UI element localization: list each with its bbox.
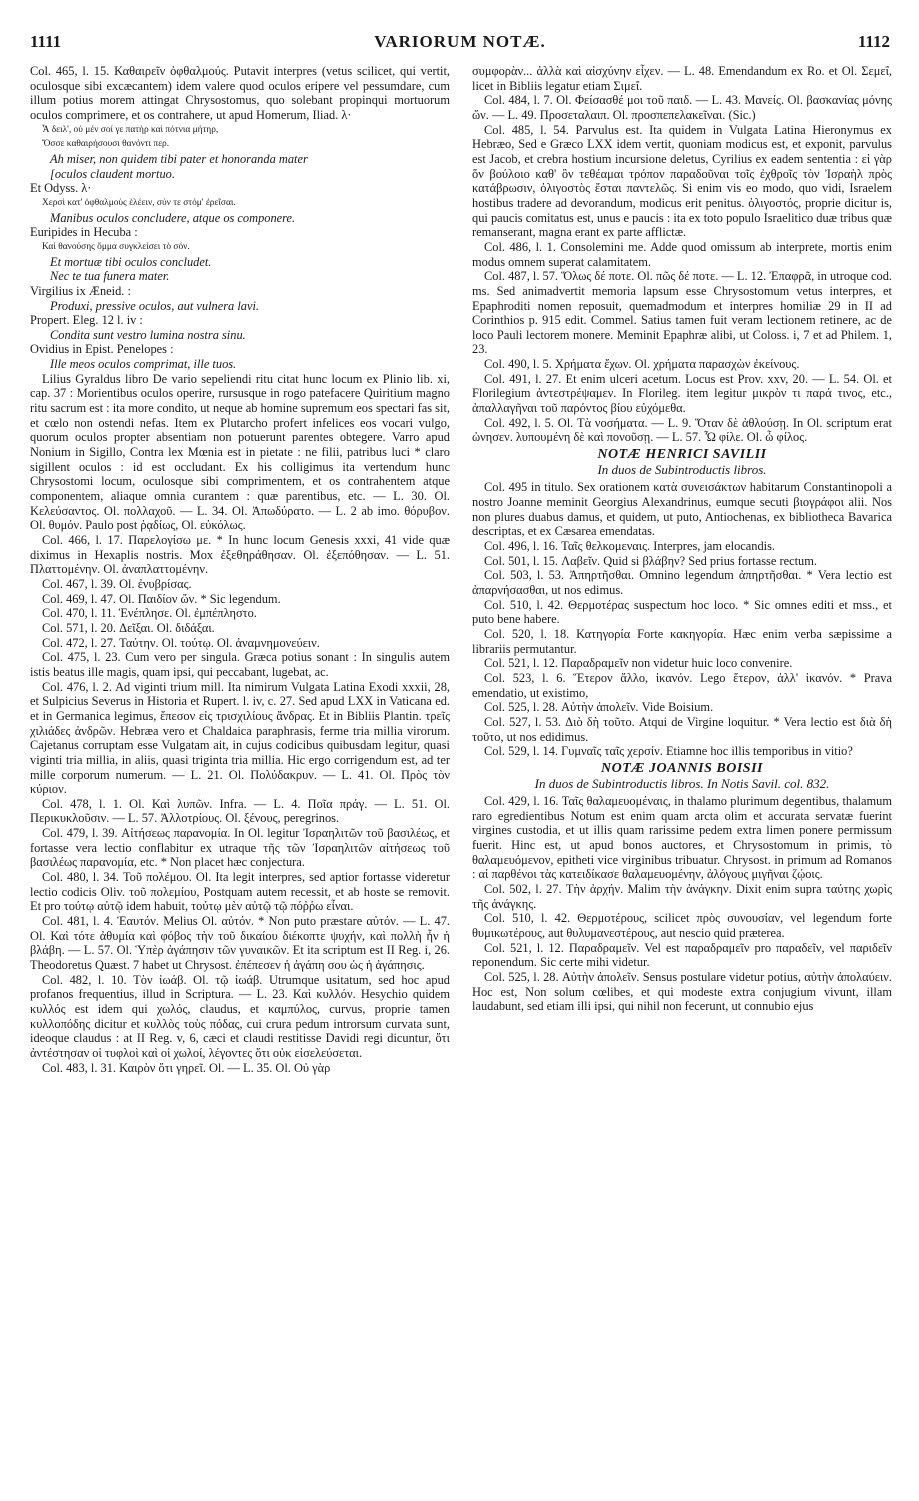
note-paragraph: συμφορὰν... ἀλλὰ καὶ αἰσχύνην εἶχεν. — L. 48. Emendandum ex Ro. et Ol. Σεμεΐ, licet in Bibliis legatur etiam Σιμεΐ. xyxy=(472,64,892,93)
running-header xyxy=(30,32,890,54)
greek-quotation: Ὄσσε καθαιρήσουσι θανόντι περ. xyxy=(42,139,170,150)
section-heading: NOTÆ HENRICI SAVILII xyxy=(597,447,767,463)
note-paragraph: Col. 502, l. 27. Τὴν ἀρχήν. Malim τὴν ἀνάγκην. Dixit enim supra ταύτης χωρὶς τῆς ἀνάγκης. xyxy=(472,882,892,911)
note-paragraph: Col. 521, l. 12. Παραδραμεῖν non videtur huic loco convenire. xyxy=(484,656,793,671)
note-paragraph: Col. 481, l. 4. Ἑαυτόν. Melius Ol. αὐτόν. * Non puto præstare αὐτόν. — L. 47. Ol. Καὶ τότε ἀθυμία καὶ φόβος τὴν τοῦ δικαίου διέκοπτε ψυχήν, καὶ πολλὴ ἦν ἡ βλάβη. — L. 57. Ol. Ὑπὲρ ἀγάπησιν τῶν γυναικῶν. Et ita scriptum est II Reg. i, 26. Theodoretus Quæst. 7 habet ut Chrysost. ἐπέπεσεν ἡ ἀγάπη σου ὡς ἡ ἀγάπησις. xyxy=(30,914,450,973)
note-paragraph: Col. 484, l. 7. Ol. Φείσασθέ μοι τοῦ παιδ. — L. 43. Μανείς. Ol. βασκανίας μόνης ὤν. — L. 49. Προσεταλαιπ. Ol. προσπεπελακεῖναι. (Sic.) xyxy=(472,93,892,122)
note-paragraph: Col. 521, l. 12. Παραδραμεῖν. Vel est παραδραμεῖν pro παραδεῖν, vel παριδεῖν reponendum. Sic certe mihi videtur. xyxy=(472,940,892,970)
note-paragraph: Col. 479, l. 39. Αἰτήσεως παρανομία. In Ol. legitur Ἰσραηλιτῶν τοῦ βασιλέως, et fortasse vera lectio conflabitur ex utraque τῆς τῶν Ἰσραηλιτῶν αἰτήσεως τοῦ βασιλέως παρανομία, etc. * Non placet hæc conjectura. xyxy=(30,826,450,870)
note-paragraph: Col. 491, l. 27. Et enim ulceri acetum. Locus est Prov. xxv, 20. — L. 54. Ol. et Florilegium ἀντεστρέψαμεν. In Florileg. item legitur μικρὸν τι παρά τινος, etc., ἀπαλλαγῆναι τοῦ παρόντος βίου εὐχόμεθα. xyxy=(472,371,892,416)
note-paragraph: Col. 486, l. 1. Consolemini me. Adde quod omissum ab interprete, mortis enim modus omnem superat calamitatem. xyxy=(472,239,892,269)
greek-quotation: Χερσὶ κατ' ὀφθαλμοὺς ἑλέειν, σύν τε στόμ' ἐρεῖσαι. xyxy=(42,197,236,208)
left-column xyxy=(30,64,450,1494)
note-paragraph: Col. 469, l. 47. Ol. Παιδίον ὤν. * Sic legendum. xyxy=(42,591,281,606)
note-paragraph: Col. 503, l. 53. Ἀπηρτῆσθαι. Omnino legendum ἀπηρτῆσθαι. * Vera lectio est ἀπαρνήσασθαι, ut nos edimus. xyxy=(472,568,892,597)
note-paragraph: Col. 520, l. 18. Κατηγορία Forte κακηγορία. Hæc enim verba sæpissime a librariis permutantur. xyxy=(472,626,892,656)
note-paragraph: Col. 482, l. 10. Τὸν ἰωάβ. Ol. τῷ ἰωάβ. Utrumque usitatum, sed hoc apud profanos frequentius, illud in Scriptura. — L. 23. Καὶ κυλλόν. Hesychio quidem κυλλός est idem qui χωλός, claudus, et καμπύλος, curvus, proprie tamen κυλλοπόδης dicitur et κυλλὸς τοὺς πόδας, cui crura pedum introrsum curvata sunt, ideoque claudus : at II Reg. v, 6, cæci et claudi restitisse Davidi regi dicuntur, ὅτι ἀντέστησαν οἱ τυφλοὶ καὶ οἱ χωλοί, λέγοντες ὅτι οὐκ εἰσελεύσεται. xyxy=(30,972,450,1060)
note-paragraph: Col. 480, l. 34. Τοῦ πολέμου. Ol. Ita legit interpres, sed aptior fortasse videretur lectio codicis Oliv. τοῦ πολεμίου, Postquam autem recessit, et ab hoste se removit. Et pro τούτῳ αὐτῷ idem habuit, τούτῳ μὲν αὐτῷ τῷ πόῤῥω εἶναι. xyxy=(30,870,450,914)
latin-verse: Manibus oculos concludere, atque os componere. xyxy=(50,210,296,225)
note-paragraph: Col. 465, l. 15. Καθαιρεῖν ὀφθαλμούς. Putavit interpres (vetus scilicet, qui vertit, oculosque sibi excæcantem) idem valere quod oculos eripere vel pessumdare, cum illum potius morem attingat Chrysostomus, quo solebant propinqui mortuorum oculos comprimere, et os contrahere, ut apud Homerum, Iliad. λ· xyxy=(30,64,450,122)
note-paragraph: Euripides in Hecuba : xyxy=(30,225,138,240)
note-paragraph: Col. 492, l. 5. Ol. Τὰ νοσήματα. — L. 9. Ὅταν δὲ ἀθλούσῃ. In Ol. scriptum erat ὠνησεν. λυπουμένη δὲ καὶ πονοῦσῃ. — L. 57. Ὦ φίλε. Ol. ὦ φίλος. xyxy=(472,415,892,445)
note-paragraph: Col. 510, l. 42. Θερμοτέρους, scilicet πρὸς συνουσίαν, vel legendum forte θυμικωτέρους, aut θυλυμανεστέρους, aut nescio quid præterea. xyxy=(472,911,892,941)
latin-verse: Ille meos oculos comprimat, ille tuos. xyxy=(50,357,237,372)
note-paragraph: Col. 525, l. 28. Αὐτὴν ἀπολεῖν. Sensus postulare videtur potius, αὐτὴν ἀπολαύειν. Hoc est, Non solum cœlibes, et qui modeste extra conjugium vivunt, illam laudabunt, sed etiam illi ipsi, qui nihil non fecerunt, ut connubio ejus xyxy=(472,970,892,1014)
note-paragraph: Col. 501, l. 15. Λαβεῖν. Quid si βλάβην? Sed prius fortasse rectum. xyxy=(484,553,817,568)
note-paragraph: Col. 429, l. 16. Ταῖς θαλαμευομέναις, in thalamo plurimum degentibus, thalamum raro egredientibus Notum est enim quam arcta olim et accurata servatæ fuerint virgines custodia, et ut illis quam rarissime pedem extra limen ponere permissum fuerit. Hinc est, ut apud bonos auctores, et Chrysostomum in primis, τὸ θαλαμευόμενον, epitheti vice virginibus tribuatur. Chrysost. in primum ad Romanos : αἱ παρθένοι τὰς κατειδίκασε θαλαμευομένην, ἀλόγους μιγῆναι ζῴοις. xyxy=(472,794,892,882)
greek-quotation: Ἆ δειλ', οὐ μέν σοί γε πατὴρ καὶ πότνια μήτηρ, xyxy=(42,124,219,135)
section-subheading: In duos de Subintroductis libros. xyxy=(597,461,767,477)
note-paragraph: Col. 475, l. 23. Cum vero per singula. Græca potius sonant : In singulis autem istis beatus ille magis, quam ipsi, qui peccabant, lugebat, ac. xyxy=(30,650,450,679)
section-heading: NOTÆ JOANNIS BOISII xyxy=(601,760,763,776)
note-paragraph: Ovidius in Epist. Penelopes : xyxy=(30,342,174,357)
note-paragraph: Col. 470, l. 11. Ἐνέπλησε. Ol. ἐμπέπληστο. xyxy=(42,606,257,621)
note-paragraph: Virgilius ix Æneid. : xyxy=(30,283,131,298)
note-paragraph: Col. 476, l. 2. Ad viginti trium mill. Ita nimirum Vulgata Latina Exodi xxxii, 28, et Sulpicius Severus in Historia et Rupert. l. iv, c. 27. Sed apud LXX in Vaticana ed. et in Germanica legimus, ἔπεσον εἰς τρισχιλίους ἄνδρας. Et in Bibliis Plantin. τρεῖς χιλιάδες ἀνδρῶν. Hebræa vero et Chaldaica paraphrasis, ferme tria millia virorum. Cajetanus corruptam esse Vulgatam ait, in cujus codicibus quibusdam legitur, quasi viginti tria millia, in aliis, quasi triginta tria millia. Hic ergo corrigendum est, ad ter mille corporum numerum. — L. 21. Ol. Πολύδακρυν. — L. 41. Ol. Πρὸς τὸν κύριον. xyxy=(30,679,450,797)
note-paragraph: Lilius Gyraldus libro De vario sepeliendi ritu citat hunc locum ex Plinio lib. xi, cap. 37 : Morientibus oculos operire, rursusque in rogo patefacere Quiritium magno ritu sacrum est : ita more condito, ut neque ab homine supremum eos spectari fas sit, et cœlo non ostendi nefas. Item ex Plutarcho profert infelices eos vocari vulgo, quorum oculos propter absentiam non potuerunt parentes obtegere. Varro apud Nonium in Sigillo, Contra lex Mœnia est in pietate : ne filii, patribus luci * claro sigillent oculos : id est occludant. Ex his colligimus ita vertendum hunc Chrysostomi locum, oculosque sibi comprimentem, et os contrahentem atque componentem, aliaque omnia curantem : quæ parentibus, etc. — L. 30. Ol. Κελεύσαντος. Ol. πολλαχοῦ. — L. 34. Ol. Ἀπωδύρατο. — L. 2 ab imo. θόρυβον. Ol. θυμόν. Paulo post ῥᾳδίως, Ol. εὐκόλως. xyxy=(30,371,450,533)
note-paragraph: Col. 523, l. 6. Ἕτερον ἄλλο, ἱκανόν. Lego ἕτερον, ἀλλ' ἱκανόν. * Prava emendatio, ut existimo, xyxy=(472,670,892,700)
note-paragraph: Col. 487, l. 57. Ὅλως δέ ποτε. Ol. πῶς δέ ποτε. — L. 12. Ἐπαφρᾶ, in utroque cod. ms. Sed animadvertit memoria lapsum esse Chrysostomum vetus interpres, et Epaphroditi nomen reposuit, quemadmodum et interpres homiliæ 29 in II ad Corinthios p. 915 edit. Commel. Satius tamen fuit veram lectionem retinere, ac de loco Pauli lectorem monere. Meminit Epaphræ alibi, ut Coloss. i, 7 et ad Philem. 1, 23. xyxy=(472,269,892,357)
note-paragraph: Col. 525, l. 28. Αὐτὴν ἀπολεῖν. Vide Boisium. xyxy=(484,700,714,715)
note-paragraph: Col. 483, l. 31. Καιρὸν ὅτι γηρεῖ. Ol. — L. 35. Ol. Οὐ γὰρ xyxy=(42,1060,331,1075)
note-paragraph: Col. 467, l. 39. Ol. ἐνυβρίσας. xyxy=(42,576,192,591)
page-number-left: 1111 xyxy=(30,32,62,51)
note-paragraph: Col. 510, l. 42. Θερμοτέρας suspectum hoc loco. * Sic omnes editi et mss., et puto bene habere. xyxy=(472,597,892,627)
latin-verse: Nec te tua funera mater. xyxy=(50,269,170,284)
note-paragraph: Col. 571, l. 20. Δεῖξαι. Ol. διδάξαι. xyxy=(42,620,215,635)
latin-verse: Produxi, pressive oculos, aut vulnera lavi. xyxy=(50,298,259,313)
running-title: VARIORUM NOTÆ. xyxy=(374,32,546,51)
note-paragraph: Col. 529, l. 14. Γυμναῖς ταῖς χερσίν. Etiamne hoc illis temporibus in vitio? xyxy=(484,744,853,759)
note-paragraph: Col. 472, l. 27. Ταύτην. Ol. τούτῳ. Ol. ἀναμνημονεύειν. xyxy=(42,635,320,650)
note-paragraph: Col. 478, l. 1. Ol. Καὶ λυπῶν. Infra. — L. 4. Ποῖα πράγ. — L. 51. Ol. Περικυκλοῦσιν. — L. 57. Ἀλλοτρίους. Ol. ξένους, peregrinos. xyxy=(30,796,450,826)
section-subheading: In duos de Subintroductis libros. In Notis Savil. col. 832. xyxy=(534,775,830,791)
note-paragraph: Col. 495 in titulo. Sex orationem κατὰ συνεισάκτων habitarum Constantinopoli a nostro Joanne meminit Georgius Alexandrinus, eumque secuti βιογράφοι alii. Nos non plures duabus damus, et quidem, ut puto, Antiochenas, ex bibliotheca Bavarica descriptas, et ex Cæsarea emendatas. xyxy=(472,480,892,539)
greek-quotation: Καὶ θανούσης ὄμμα συγκλείσει τὸ σόν. xyxy=(42,241,190,252)
latin-verse: Condita sunt vestro lumina nostra sinu. xyxy=(50,327,246,342)
note-paragraph: Col. 527, l. 53. Διὸ δὴ τοῦτο. Atqui de Virgine loquitur. * Vera lectio est διὰ δὴ τοῦτο, ut nos edidimus. xyxy=(472,714,892,744)
note-paragraph: Propert. Eleg. 12 l. iv : xyxy=(30,313,143,328)
note-paragraph: Et Odyss. λ· xyxy=(30,181,92,196)
note-paragraph: Col. 496, l. 16. Ταῖς θελκομεναις. Interpres, jam elocandis. xyxy=(484,539,776,553)
right-column xyxy=(472,64,892,1494)
latin-verse: Ah miser, non quidem tibi pater et honoranda mater xyxy=(50,151,308,166)
latin-verse: [oculos claudent mortuo. xyxy=(50,166,175,181)
note-paragraph: Col. 490, l. 5. Χρήματα ἔχων. Ol. χρήματα παρασχὼν ἐκείνους. xyxy=(484,357,800,372)
latin-verse: Et mortuæ tibi oculos concludet. xyxy=(50,254,212,269)
page-number-right: 1112 xyxy=(857,32,890,51)
note-paragraph: Col. 466, l. 17. Παρελογίσω με. * In hunc locum Genesis xxxi, 41 vide quæ diximus in Hexaplis nostris. Mox ἐξεθηράθησαν. Ol. ἐξεπόθησαν. — L. 51. Πλαττομένην. Ol. ἀναπλαττομένην. xyxy=(30,533,450,577)
note-paragraph: Col. 485, l. 54. Parvulus est. Ita quidem in Vulgata Latina Hieronymus ex Hebræo, Sed e Græco LXX idem vertit, quoniam modicus est, et exponit, parvulus est Jacob, et crebra hostium incursione deletus, Cyrilius ex eadem sententia : εἰ γὰρ ὅν βούλοιο καθ' ὃν τεθέαμαι τρόπον παραδοῦναι τοῖς ἐχθροῖς τὸν Ἰσραὴλ πρὸς κατάβρωσιν, ὀλιγοστὸς ἔσται παντελῶς. Si enim vis eo modo, quo vidi, Israelem hostibus tradere ad devorandum, modicus erit penitus. ὀλιγοστός, proprie dicitur is, qui paucis comitatus est, unus e paucis : ita ex toto populo Israelitico duæ tribus quæ remanserant, magna erant ex parte afflictæ. xyxy=(472,122,892,240)
